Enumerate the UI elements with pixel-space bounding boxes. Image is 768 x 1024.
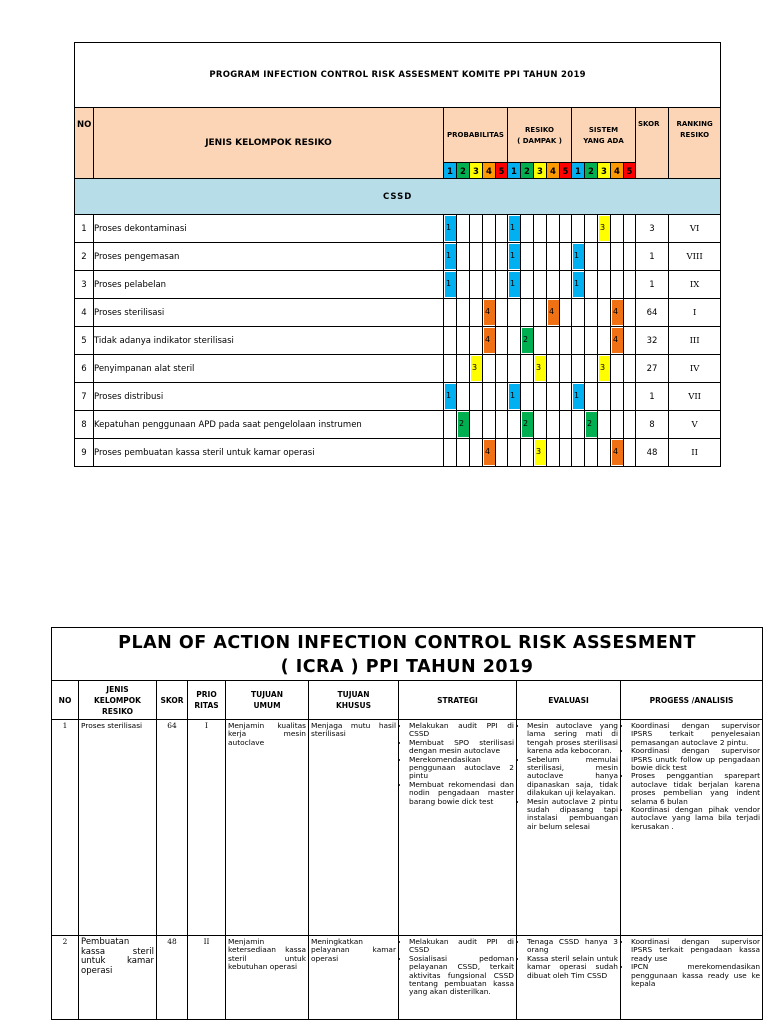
risk-row — [75, 215, 721, 243]
risk-row-rank: VI — [669, 215, 721, 243]
list-item: • Kassa steril selain untuk kamar operasi sudah dibuat oleh Tim CSSD — [527, 955, 618, 980]
risk-resiko-cell-3 — [534, 327, 547, 355]
risk-resiko-marker: 1 — [509, 272, 520, 297]
plan-row-tujuan-khusus: Meningkatkan pelayanan kamar operasi — [309, 936, 399, 1020]
list-item: • Melakukan audit PPI di CSSD — [409, 722, 514, 739]
risk-prob-cell-4 — [483, 411, 496, 439]
risk-sistem-cell-1 — [572, 411, 585, 439]
risk-row-name: Proses pengemasan — [94, 243, 444, 271]
plan-row-prioritas: II — [188, 936, 226, 1020]
risk-sistem-cell-3 — [598, 243, 611, 271]
risk-prob-cell-4 — [483, 327, 496, 355]
risk-sistem-cell-1 — [572, 439, 585, 467]
risk-prob-cell-3 — [470, 271, 483, 299]
risk-prob-cell-5 — [496, 383, 508, 411]
risk-resiko-cell-1 — [508, 243, 521, 271]
risk-row-rank: V — [669, 411, 721, 439]
list-item: • Koordinasi dengan pihak vendor autoclave yang lama bila terjadi kerusakan . — [631, 806, 760, 831]
risk-row-no: 7 — [75, 383, 94, 411]
risk-resiko-cell-4 — [547, 215, 560, 243]
risk-resiko-marker: 1 — [509, 384, 520, 409]
risk-prob-cell-4 — [483, 271, 496, 299]
list-item: • IPCN merekomendasikan penggunaan kassa ready use ke kepala — [631, 963, 760, 988]
risk-resiko-cell-2 — [521, 215, 534, 243]
risk-resiko-cell-2 — [521, 271, 534, 299]
plan-header-prioritas: PRIO RITAS — [188, 681, 226, 720]
risk-resiko-cell-2 — [521, 299, 534, 327]
plan-header-jenis: JENIS KELOMPOK RESIKO — [79, 681, 157, 720]
risk-sistem-cell-2 — [585, 271, 598, 299]
risk-prob-marker: 3 — [471, 356, 482, 381]
risk-prob-cell-5 — [496, 299, 508, 327]
plan-row-strategi-list — [401, 938, 514, 997]
risk-resiko-cell-2 — [521, 411, 534, 439]
list-item: • Mesin autoclave yang lama sering mati di tengah proses sterilisasi karena ada kebocoran. — [527, 722, 618, 756]
header-no: NO — [75, 108, 94, 179]
risk-prob-marker: 1 — [445, 244, 456, 269]
risk-prob-marker: 4 — [484, 300, 495, 325]
risk-resiko-cell-1 — [508, 383, 521, 411]
risk-row-name: Proses pembuatan kassa steril untuk kamar operasi — [94, 439, 444, 467]
risk-prob-marker: 1 — [445, 216, 456, 241]
risk-prob-cell-2 — [457, 383, 470, 411]
risk-row — [75, 243, 721, 271]
plan-of-action-table — [51, 627, 762, 1020]
risk-sistem-marker: 3 — [599, 356, 610, 381]
risk-resiko-cell-5 — [560, 271, 572, 299]
list-item: • Sebelum memulai sterilisasi, mesin autoclave hanya dipanaskan saja, tidak dilakukan uji kelayakan. — [527, 756, 618, 798]
plan-row-skor: 64 — [157, 720, 188, 936]
risk-sistem-cell-4 — [611, 215, 624, 243]
risk-sistem-cell-1 — [572, 271, 585, 299]
risk-sistem-marker: 4 — [612, 300, 623, 325]
risk-resiko-cell-3 — [534, 383, 547, 411]
risk-prob-cell-1 — [444, 439, 457, 467]
risk-row-skor: 64 — [636, 299, 669, 327]
risk-sistem-cell-5 — [624, 383, 636, 411]
risk-resiko-cell-1 — [508, 215, 521, 243]
risk-row — [75, 355, 721, 383]
risk-sistem-cell-1 — [572, 215, 585, 243]
risk-prob-cell-5 — [496, 411, 508, 439]
risk-prob-cell-2 — [457, 327, 470, 355]
risk-sistem-cell-5 — [624, 327, 636, 355]
risk-resiko-cell-4 — [547, 271, 560, 299]
risk-sistem-marker: 1 — [573, 244, 584, 269]
risk-prob-marker: 2 — [458, 412, 469, 437]
risk-row — [75, 411, 721, 439]
plan-row-prioritas: I — [188, 720, 226, 936]
risk-resiko-marker: 1 — [509, 216, 520, 241]
plan-header-evaluasi: EVALUASI — [517, 681, 621, 720]
risk-resiko-cell-5 — [560, 299, 572, 327]
risk-row-skor: 1 — [636, 383, 669, 411]
risk-sistem-cell-2 — [585, 383, 598, 411]
scale-resiko-1: 1 — [508, 163, 521, 179]
risk-row-no: 1 — [75, 215, 94, 243]
plan-header-tujuan-umum: TUJUAN UMUM — [226, 681, 309, 720]
risk-resiko-cell-3 — [534, 271, 547, 299]
risk-row — [75, 271, 721, 299]
program-icra-table — [74, 42, 720, 467]
risk-sistem-cell-5 — [624, 271, 636, 299]
header-resiko-line2: ( DAMPAK ) — [517, 136, 562, 145]
plan-header-no: NO — [52, 681, 79, 720]
plan-row-evaluasi-list — [519, 938, 618, 980]
plan-row — [52, 720, 763, 936]
risk-row-skor: 1 — [636, 243, 669, 271]
risk-row-skor: 3 — [636, 215, 669, 243]
risk-row-name: Tidak adanya indikator sterilisasi — [94, 327, 444, 355]
risk-resiko-cell-3 — [534, 439, 547, 467]
header-jenis: JENIS KELOMPOK RESIKO — [94, 108, 444, 179]
risk-resiko-cell-3 — [534, 243, 547, 271]
risk-sistem-cell-4 — [611, 383, 624, 411]
risk-row-no: 4 — [75, 299, 94, 327]
plan-row-no: 1 — [52, 720, 79, 936]
risk-sistem-cell-4 — [611, 327, 624, 355]
risk-sistem-cell-3 — [598, 383, 611, 411]
risk-sistem-cell-4 — [611, 271, 624, 299]
scale-prob-2: 2 — [457, 163, 470, 179]
risk-prob-cell-2 — [457, 243, 470, 271]
list-item: • Koordinasi dengan supervisor IPSRS terkait pengadaan kassa ready use — [631, 938, 760, 963]
risk-prob-cell-2 — [457, 439, 470, 467]
list-item: • Koordinasi dengan supervisor IPSRS terkait penyelesaian pemasangan autoclave 2 pintu. — [631, 722, 760, 747]
risk-row-no: 9 — [75, 439, 94, 467]
risk-row — [75, 439, 721, 467]
risk-sistem-cell-2 — [585, 355, 598, 383]
risk-row-rank: II — [669, 439, 721, 467]
risk-row-skor: 32 — [636, 327, 669, 355]
risk-prob-cell-1 — [444, 243, 457, 271]
risk-resiko-marker: 1 — [509, 244, 520, 269]
risk-resiko-cell-3 — [534, 299, 547, 327]
risk-prob-marker: 4 — [484, 328, 495, 353]
plan-row-tujuan-umum: Menjamin kualitas kerja mesin autoclave — [226, 720, 309, 936]
risk-row-rank: IX — [669, 271, 721, 299]
risk-row-name: Kepatuhan penggunaan APD pada saat pengelolaan instrumen — [94, 411, 444, 439]
risk-sistem-cell-3 — [598, 411, 611, 439]
risk-resiko-cell-1 — [508, 411, 521, 439]
plan-row-tujuan-khusus: Menjaga mutu hasil sterilisasi — [309, 720, 399, 936]
list-item: • Melakukan audit PPI di CSSD — [409, 938, 514, 955]
risk-resiko-cell-5 — [560, 243, 572, 271]
risk-sistem-marker: 4 — [612, 440, 623, 465]
risk-sistem-cell-5 — [624, 243, 636, 271]
risk-sistem-marker: 3 — [599, 216, 610, 241]
risk-sistem-marker: 4 — [612, 328, 623, 353]
risk-row-no: 8 — [75, 411, 94, 439]
risk-sistem-cell-3 — [598, 327, 611, 355]
risk-sistem-cell-4 — [611, 411, 624, 439]
risk-resiko-cell-5 — [560, 215, 572, 243]
risk-row-rank: III — [669, 327, 721, 355]
plan-header-strategi: STRATEGI — [399, 681, 517, 720]
risk-prob-cell-1 — [444, 411, 457, 439]
risk-resiko-marker: 4 — [548, 300, 559, 325]
risk-row-skor: 27 — [636, 355, 669, 383]
plan-header-tujuan-khusus: TUJUAN KHUSUS — [309, 681, 399, 720]
section-cssd: CSSD — [75, 179, 721, 215]
risk-sistem-cell-3 — [598, 355, 611, 383]
risk-row-no: 6 — [75, 355, 94, 383]
risk-row-skor: 8 — [636, 411, 669, 439]
risk-resiko-cell-1 — [508, 271, 521, 299]
risk-prob-cell-2 — [457, 355, 470, 383]
scale-sistem-3: 3 — [598, 163, 611, 179]
risk-sistem-marker: 2 — [586, 412, 597, 437]
scale-prob-5: 5 — [496, 163, 508, 179]
scale-sistem-4: 4 — [611, 163, 624, 179]
risk-prob-cell-1 — [444, 355, 457, 383]
risk-resiko-cell-5 — [560, 355, 572, 383]
risk-prob-cell-2 — [457, 411, 470, 439]
plan-row-tujuan-umum: Menjamin ketersediaan kassa steril untuk kebutuhan operasi — [226, 936, 309, 1020]
risk-resiko-marker: 2 — [522, 328, 533, 353]
plan-row-progess — [621, 720, 763, 936]
risk-prob-cell-4 — [483, 215, 496, 243]
scale-sistem-1: 1 — [572, 163, 585, 179]
risk-resiko-cell-4 — [547, 439, 560, 467]
risk-sistem-cell-3 — [598, 299, 611, 327]
risk-resiko-cell-4 — [547, 411, 560, 439]
risk-row-name: Penyimpanan alat steril — [94, 355, 444, 383]
risk-resiko-cell-4 — [547, 355, 560, 383]
plan-row-no: 2 — [52, 936, 79, 1020]
risk-sistem-cell-4 — [611, 439, 624, 467]
risk-resiko-cell-4 — [547, 383, 560, 411]
risk-resiko-cell-2 — [521, 327, 534, 355]
risk-prob-cell-5 — [496, 271, 508, 299]
risk-resiko-cell-4 — [547, 243, 560, 271]
risk-row-rank: I — [669, 299, 721, 327]
plan-row-skor: 48 — [157, 936, 188, 1020]
scale-prob-1: 1 — [444, 163, 457, 179]
risk-sistem-cell-5 — [624, 411, 636, 439]
plan-header-progess: PROGESS /ANALISIS — [621, 681, 763, 720]
risk-prob-cell-5 — [496, 355, 508, 383]
risk-prob-cell-4 — [483, 383, 496, 411]
risk-sistem-cell-2 — [585, 327, 598, 355]
scale-sistem-5: 5 — [624, 163, 636, 179]
risk-prob-cell-2 — [457, 299, 470, 327]
risk-prob-cell-3 — [470, 327, 483, 355]
risk-resiko-cell-1 — [508, 299, 521, 327]
risk-resiko-cell-1 — [508, 439, 521, 467]
risk-prob-marker: 1 — [445, 384, 456, 409]
risk-prob-cell-3 — [470, 439, 483, 467]
risk-row-name: Proses dekontaminasi — [94, 215, 444, 243]
risk-prob-cell-3 — [470, 299, 483, 327]
scale-resiko-2: 2 — [521, 163, 534, 179]
risk-prob-marker: 1 — [445, 272, 456, 297]
risk-sistem-cell-3 — [598, 215, 611, 243]
risk-row — [75, 299, 721, 327]
risk-sistem-cell-1 — [572, 327, 585, 355]
plan-row-strategi — [399, 720, 517, 936]
risk-sistem-cell-1 — [572, 383, 585, 411]
risk-row-skor: 48 — [636, 439, 669, 467]
risk-resiko-cell-5 — [560, 327, 572, 355]
risk-row — [75, 327, 721, 355]
risk-prob-cell-3 — [470, 355, 483, 383]
risk-row — [75, 383, 721, 411]
risk-prob-cell-5 — [496, 215, 508, 243]
risk-resiko-cell-1 — [508, 355, 521, 383]
risk-prob-cell-4 — [483, 355, 496, 383]
risk-resiko-cell-5 — [560, 383, 572, 411]
risk-prob-cell-1 — [444, 383, 457, 411]
plan-row-evaluasi-list — [519, 722, 618, 831]
risk-resiko-cell-4 — [547, 327, 560, 355]
plan-title — [52, 628, 763, 681]
risk-row-no: 2 — [75, 243, 94, 271]
list-item: • Mesin autoclave 2 pintu sudah dipasang tapi instalasi pembuangan air belum selesai — [527, 798, 618, 832]
risk-prob-cell-5 — [496, 439, 508, 467]
risk-prob-cell-4 — [483, 439, 496, 467]
risk-sistem-cell-4 — [611, 299, 624, 327]
risk-sistem-cell-3 — [598, 271, 611, 299]
risk-sistem-cell-1 — [572, 355, 585, 383]
plan-title-line2: ( ICRA ) PPI TAHUN 2019 — [280, 657, 534, 677]
risk-prob-cell-2 — [457, 271, 470, 299]
plan-row-jenis: Pembuatan kassa steril untuk kamar operasi — [79, 936, 157, 1020]
plan-row-evaluasi — [517, 936, 621, 1020]
header-probabilitas: PROBABILITAS — [444, 108, 508, 163]
risk-row-name: Proses sterilisasi — [94, 299, 444, 327]
plan-row-evaluasi — [517, 720, 621, 936]
plan-row-jenis: Proses sterilisasi — [79, 720, 157, 936]
header-ranking — [669, 108, 721, 179]
risk-sistem-cell-2 — [585, 243, 598, 271]
list-item: • Proses penggantian sparepart autoclave tidak berjalan karena proses pembelian yang indent selama 6 bulan — [631, 772, 760, 806]
risk-sistem-cell-4 — [611, 243, 624, 271]
risk-sistem-cell-5 — [624, 215, 636, 243]
risk-prob-cell-1 — [444, 299, 457, 327]
plan-row-strategi-list — [401, 722, 514, 806]
risk-sistem-cell-2 — [585, 411, 598, 439]
header-resiko — [508, 108, 572, 163]
risk-prob-cell-3 — [470, 411, 483, 439]
risk-prob-cell-3 — [470, 383, 483, 411]
risk-prob-cell-5 — [496, 243, 508, 271]
risk-sistem-marker: 1 — [573, 384, 584, 409]
risk-row-skor: 1 — [636, 271, 669, 299]
list-item: • Membuat rekomendasi dan nodin pengadaan master barang bowie dick test — [409, 781, 514, 806]
risk-prob-cell-4 — [483, 243, 496, 271]
risk-prob-cell-5 — [496, 327, 508, 355]
risk-resiko-cell-4 — [547, 299, 560, 327]
header-ranking-line2: RESIKO — [680, 131, 710, 139]
list-item: • Sosialisasi pedoman pelayanan CSSD, terkait aktivitas fungsional CSSD tentang pembuatan kassa yang akan disterilkan. — [409, 955, 514, 997]
risk-sistem-cell-2 — [585, 299, 598, 327]
risk-sistem-cell-4 — [611, 355, 624, 383]
risk-resiko-marker: 3 — [535, 440, 546, 465]
header-sistem-line1: SISTEM — [588, 125, 619, 134]
header-resiko-line1: RESIKO — [525, 125, 554, 134]
scale-resiko-3: 3 — [534, 163, 547, 179]
risk-row-name: Proses pelabelan — [94, 271, 444, 299]
list-item: • Merekomendasikan penggunaan autoclave 2 pintu — [409, 756, 514, 781]
risk-sistem-marker: 1 — [573, 272, 584, 297]
risk-resiko-cell-3 — [534, 355, 547, 383]
risk-sistem-cell-1 — [572, 299, 585, 327]
risk-prob-cell-3 — [470, 243, 483, 271]
risk-row-name: Proses distribusi — [94, 383, 444, 411]
header-ranking-line1: RANKING — [676, 120, 713, 128]
risk-prob-cell-2 — [457, 215, 470, 243]
risk-sistem-cell-5 — [624, 439, 636, 467]
header-sistem — [572, 108, 636, 163]
plan-title-line1: PLAN OF ACTION INFECTION CONTROL RISK ASSESMENT — [118, 633, 696, 653]
scale-resiko-4: 4 — [547, 163, 560, 179]
risk-row-rank: VII — [669, 383, 721, 411]
scale-prob-3: 3 — [470, 163, 483, 179]
risk-prob-cell-1 — [444, 215, 457, 243]
risk-prob-cell-1 — [444, 327, 457, 355]
list-item: • Koordinasi dengan supervisor IPSRS unutk follow up pengadaan bowie dick test — [631, 747, 760, 772]
risk-resiko-cell-1 — [508, 327, 521, 355]
plan-row-strategi — [399, 936, 517, 1020]
scale-resiko-5: 5 — [560, 163, 572, 179]
plan-row-progess — [621, 936, 763, 1020]
risk-row-no: 3 — [75, 271, 94, 299]
plan-row-progess-list — [623, 938, 760, 988]
list-item: • Tenaga CSSD hanya 3 orang — [527, 938, 618, 955]
risk-row-no: 5 — [75, 327, 94, 355]
header-sistem-line2: YANG ADA — [583, 136, 624, 145]
risk-prob-cell-4 — [483, 299, 496, 327]
risk-sistem-cell-5 — [624, 355, 636, 383]
plan-header-skor: SKOR — [157, 681, 188, 720]
scale-prob-4: 4 — [483, 163, 496, 179]
risk-sistem-cell-5 — [624, 299, 636, 327]
risk-sistem-cell-3 — [598, 439, 611, 467]
risk-resiko-marker: 2 — [522, 412, 533, 437]
plan-row-progess-list — [623, 722, 760, 831]
risk-resiko-cell-2 — [521, 243, 534, 271]
risk-prob-marker: 4 — [484, 440, 495, 465]
risk-resiko-marker: 3 — [535, 356, 546, 381]
risk-resiko-cell-2 — [521, 439, 534, 467]
risk-row-rank: VIII — [669, 243, 721, 271]
risk-resiko-cell-5 — [560, 439, 572, 467]
risk-prob-cell-1 — [444, 271, 457, 299]
risk-resiko-cell-2 — [521, 383, 534, 411]
risk-sistem-cell-2 — [585, 439, 598, 467]
plan-row — [52, 936, 763, 1020]
risk-resiko-cell-2 — [521, 355, 534, 383]
risk-row-rank: IV — [669, 355, 721, 383]
scale-sistem-2: 2 — [585, 163, 598, 179]
risk-resiko-cell-3 — [534, 411, 547, 439]
header-skor: SKOR — [636, 108, 669, 179]
risk-sistem-cell-1 — [572, 243, 585, 271]
risk-resiko-cell-5 — [560, 411, 572, 439]
list-item: • Membuat SPO sterilisasi dengan mesin autoclave — [409, 739, 514, 756]
risk-prob-cell-3 — [470, 215, 483, 243]
program-title: PROGRAM INFECTION CONTROL RISK ASSESMENT KOMITE PPI TAHUN 2019 — [75, 43, 721, 108]
risk-resiko-cell-3 — [534, 215, 547, 243]
risk-sistem-cell-2 — [585, 215, 598, 243]
